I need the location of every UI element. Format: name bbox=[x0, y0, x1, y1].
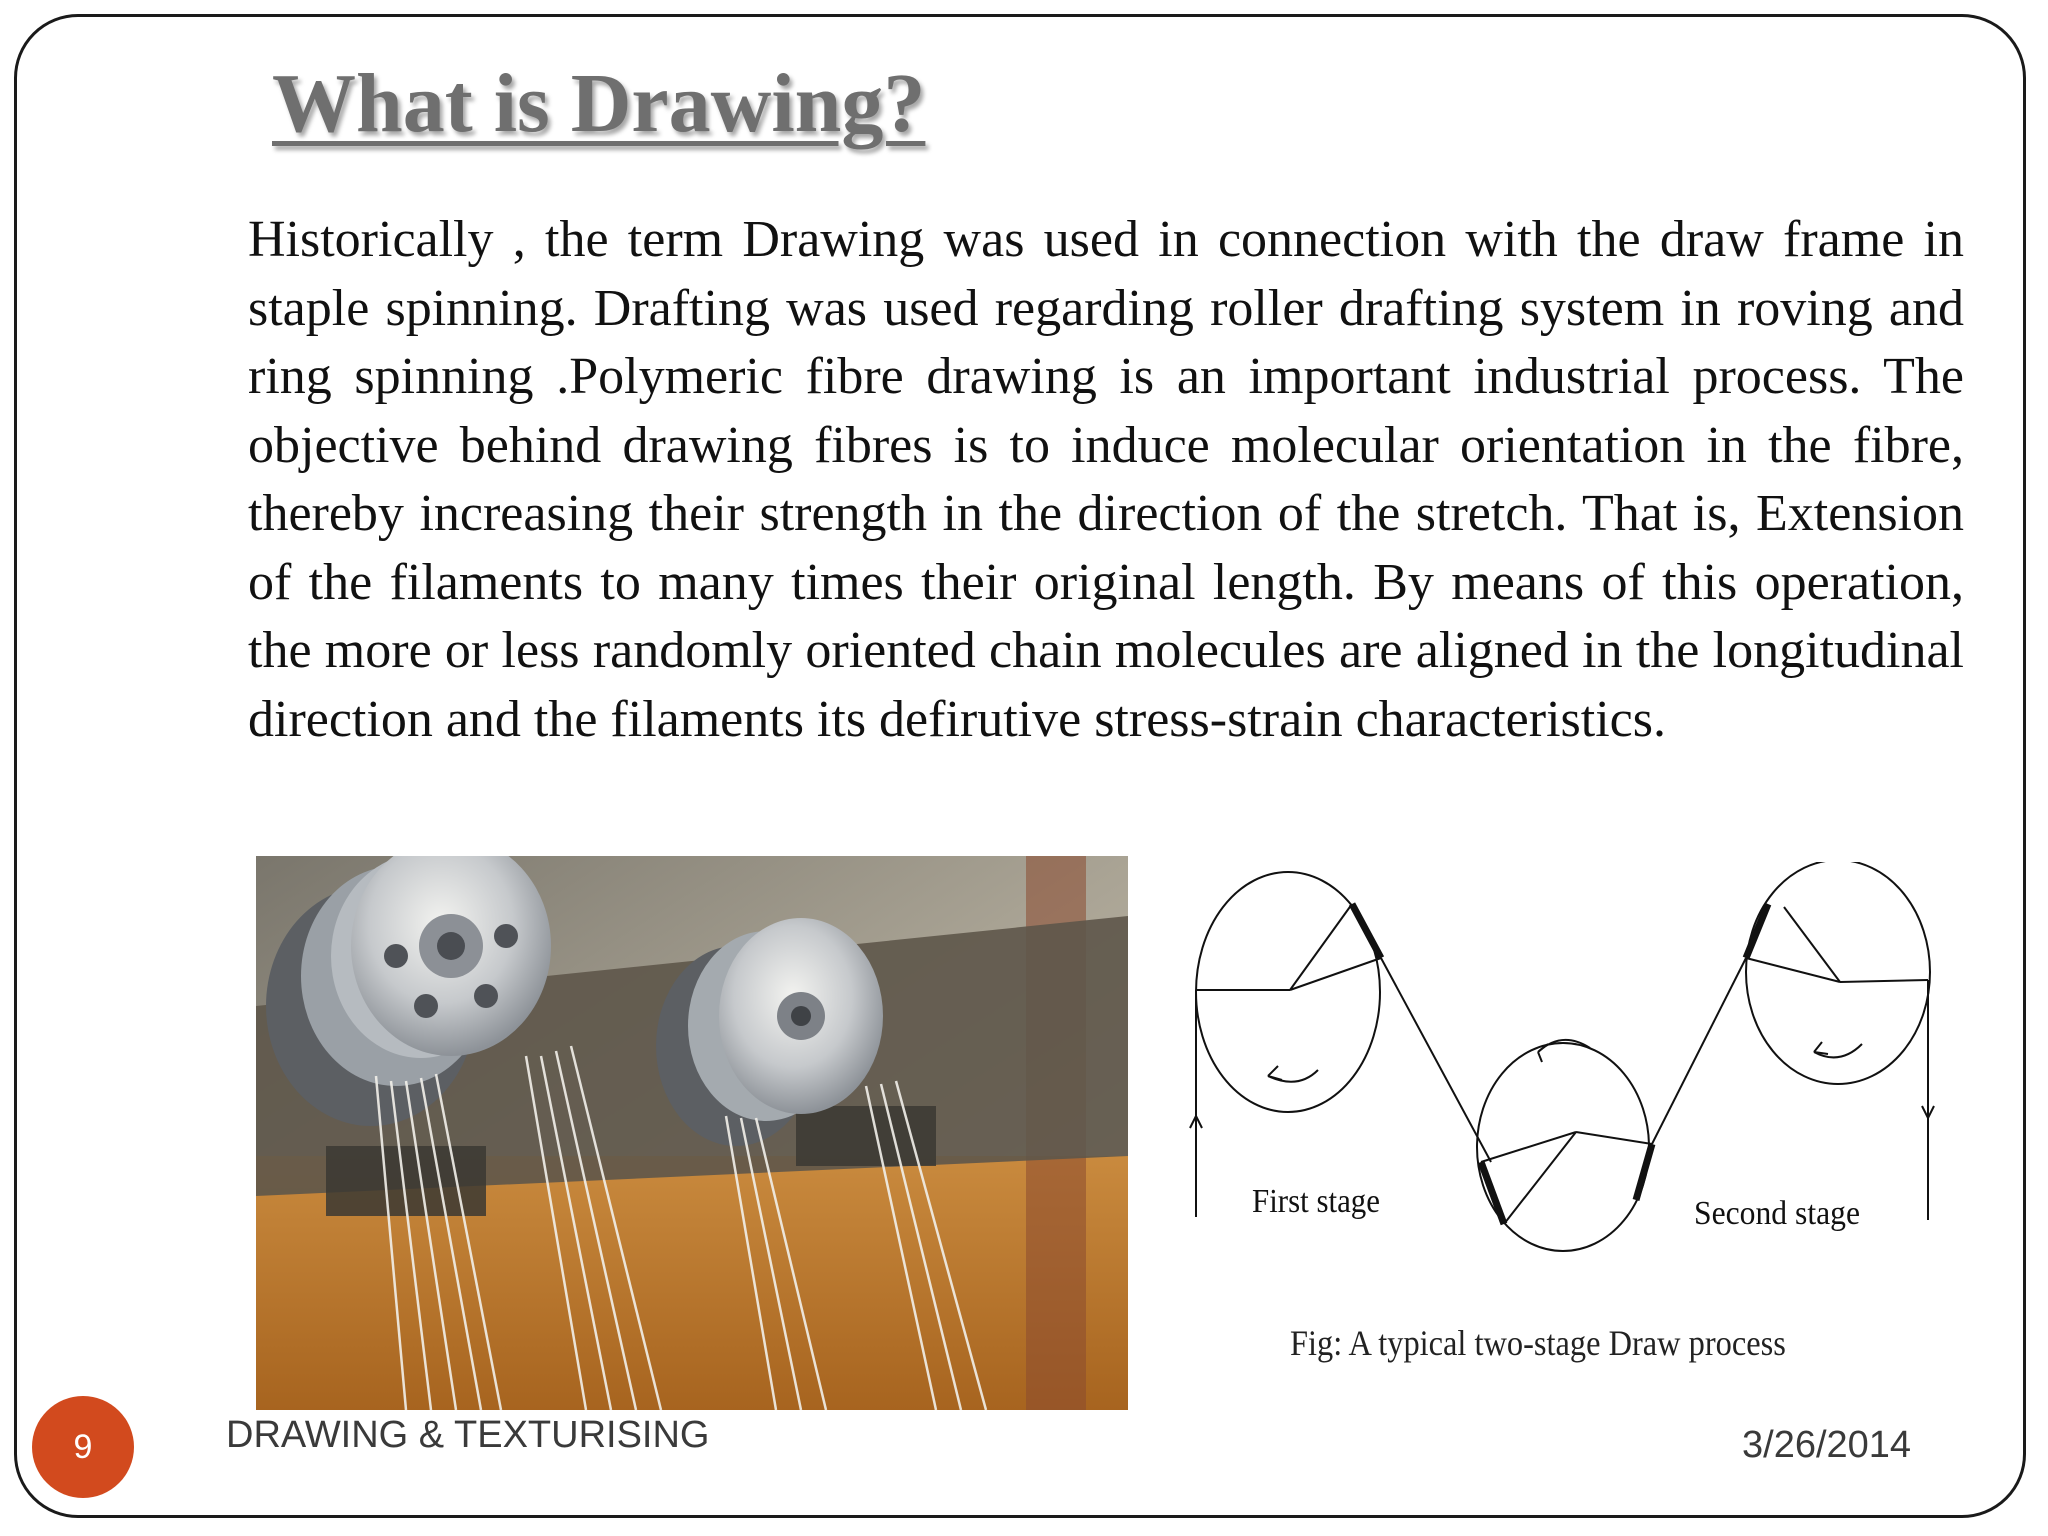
slide-title: What is Drawing? bbox=[272, 57, 926, 150]
diagram-caption: Fig: A typical two-stage Draw process bbox=[1290, 1323, 1786, 1363]
two-stage-draw-diagram bbox=[1186, 862, 1940, 1292]
page-number-badge: 9 bbox=[32, 1396, 134, 1498]
second-stage-label: Second stage bbox=[1694, 1195, 1860, 1232]
footer-course-title: DRAWING & TEXTURISING bbox=[226, 1414, 710, 1456]
first-stage-label: First stage bbox=[1252, 1183, 1380, 1220]
godet-rollers-photo bbox=[256, 856, 1128, 1410]
slide-body-text: Historically , the term Drawing was used in connection with the draw frame in staple spinning. Drafting was used regarding roller drafting system in roving and ring spinning .Polymeric fibre drawing is an important industrial process. The objective behind drawing fibres is to induce molecular orientation in the fibre, thereby increasing their strength in the direction of the stretch. That is, Extension of the filaments to many times their original length. By means of this operation, the more or less randomly oriented chain molecules are aligned in the longitudinal direction and the filaments its defirutive stress-strain characteristics. bbox=[248, 211, 1964, 748]
footer-date: 3/26/2014 bbox=[1742, 1424, 1912, 1466]
take-up-roll bbox=[1746, 862, 1930, 1084]
